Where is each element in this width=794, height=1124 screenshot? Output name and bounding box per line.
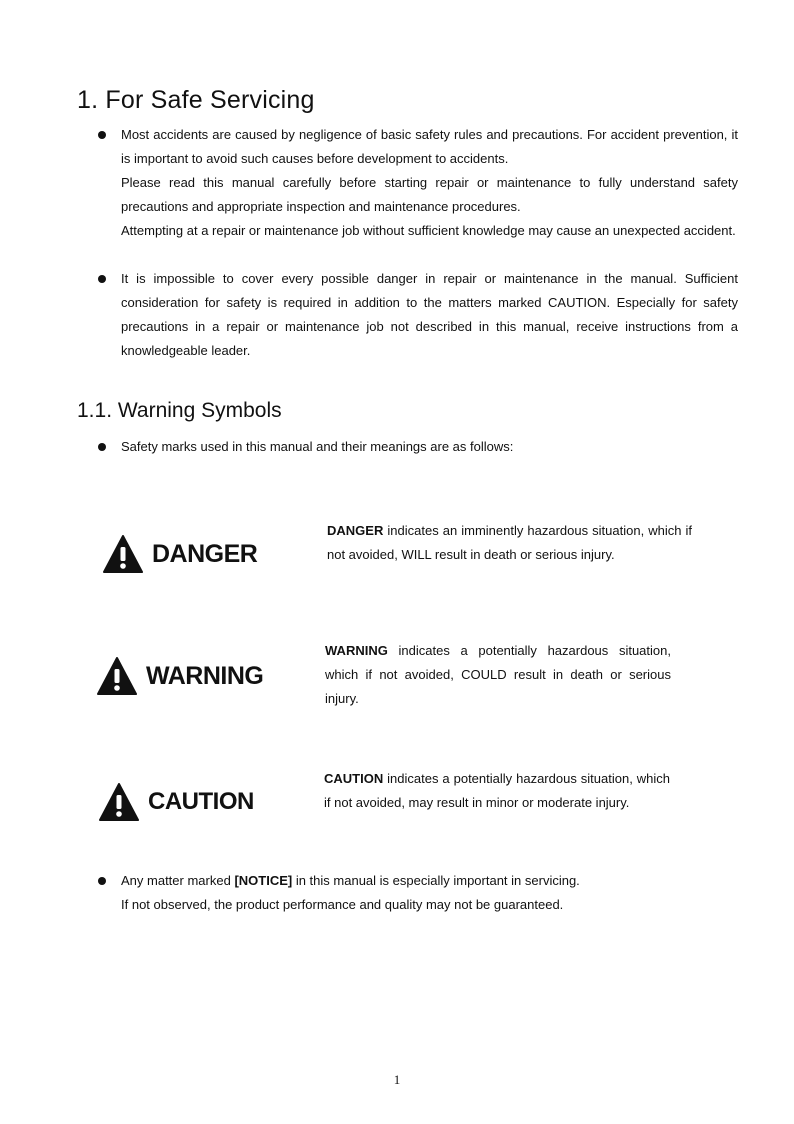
bullet-item-notice: [121, 869, 738, 917]
bullet-paragraph: Safety marks used in this manual and their meanings are as follows:: [121, 439, 514, 454]
signal-word-lead: DANGER: [327, 523, 384, 538]
bullet-paragraph: It is impossible to cover every possible danger in repair or maintenance in the manual. Sufficient consideration for safety is required in addition to the matters marked CAUTION. Especially for safety precautions in a repair or maintenance job not described in this manual, receive instructions from a knowledgeable leader.: [121, 271, 738, 358]
bullet-dot: [98, 877, 106, 885]
bullet-item-accidents: [121, 123, 738, 243]
warning-symbol: [96, 656, 263, 696]
description-text: indicates a potentially hazardous situation, which if not avoided, may result in minor or moderate injury.: [324, 771, 670, 810]
notice-line: [121, 869, 738, 893]
signal-word-lead: WARNING: [325, 643, 388, 658]
bullet-paragraph: Most accidents are caused by negligence of basic safety rules and precautions. For accident prevention, it is important to avoid such causes before development to accidents.: [121, 127, 738, 166]
signal-word-lead: CAUTION: [324, 771, 384, 786]
bullet-paragraph: Attempting at a repair or maintenance job without sufficient knowledge may cause an unexpected accident.: [121, 223, 736, 238]
signal-word: WARNING: [146, 661, 264, 690]
bullet-dot: [98, 275, 106, 283]
bullet-dot: [98, 131, 106, 139]
section-title: 1. For Safe Servicing: [77, 86, 315, 114]
description-text: indicates an imminently hazardous situation, which if not avoided, WILL result in death or serious injury.: [327, 523, 692, 562]
bullet-item-dangers: [121, 267, 738, 363]
page-number: 1: [393, 1072, 401, 1087]
caution-symbol: [98, 782, 254, 822]
warning-triangle-icon: [98, 782, 140, 822]
notice-post: in this manual is especially important in servicing.: [292, 873, 580, 888]
signal-word: DANGER: [152, 539, 258, 568]
bullet-dot: [98, 443, 106, 451]
subsection-title: 1.1. Warning Symbols: [77, 399, 282, 422]
notice-line-2: If not observed, the product performance and quality may not be guaranteed.: [121, 897, 564, 912]
notice-pre: Any matter marked: [121, 873, 235, 888]
notice-mark: [NOTICE]: [234, 873, 293, 888]
bullet-paragraph: Please read this manual carefully before starting repair or maintenance to fully understand safety precautions and appropriate inspection and maintenance procedures.: [121, 175, 738, 214]
description-text: indicates a potentially hazardous situation, which if not avoided, COULD result in death or serious injury.: [325, 643, 671, 706]
warning-triangle-icon: [102, 534, 144, 574]
warning-triangle-icon: [96, 656, 138, 696]
danger-symbol: [102, 534, 257, 574]
warning-description: [325, 639, 671, 711]
bullet-item-intro: [121, 435, 738, 459]
caution-description: [324, 767, 670, 815]
danger-description: [327, 519, 692, 567]
signal-word: CAUTION: [148, 788, 254, 815]
